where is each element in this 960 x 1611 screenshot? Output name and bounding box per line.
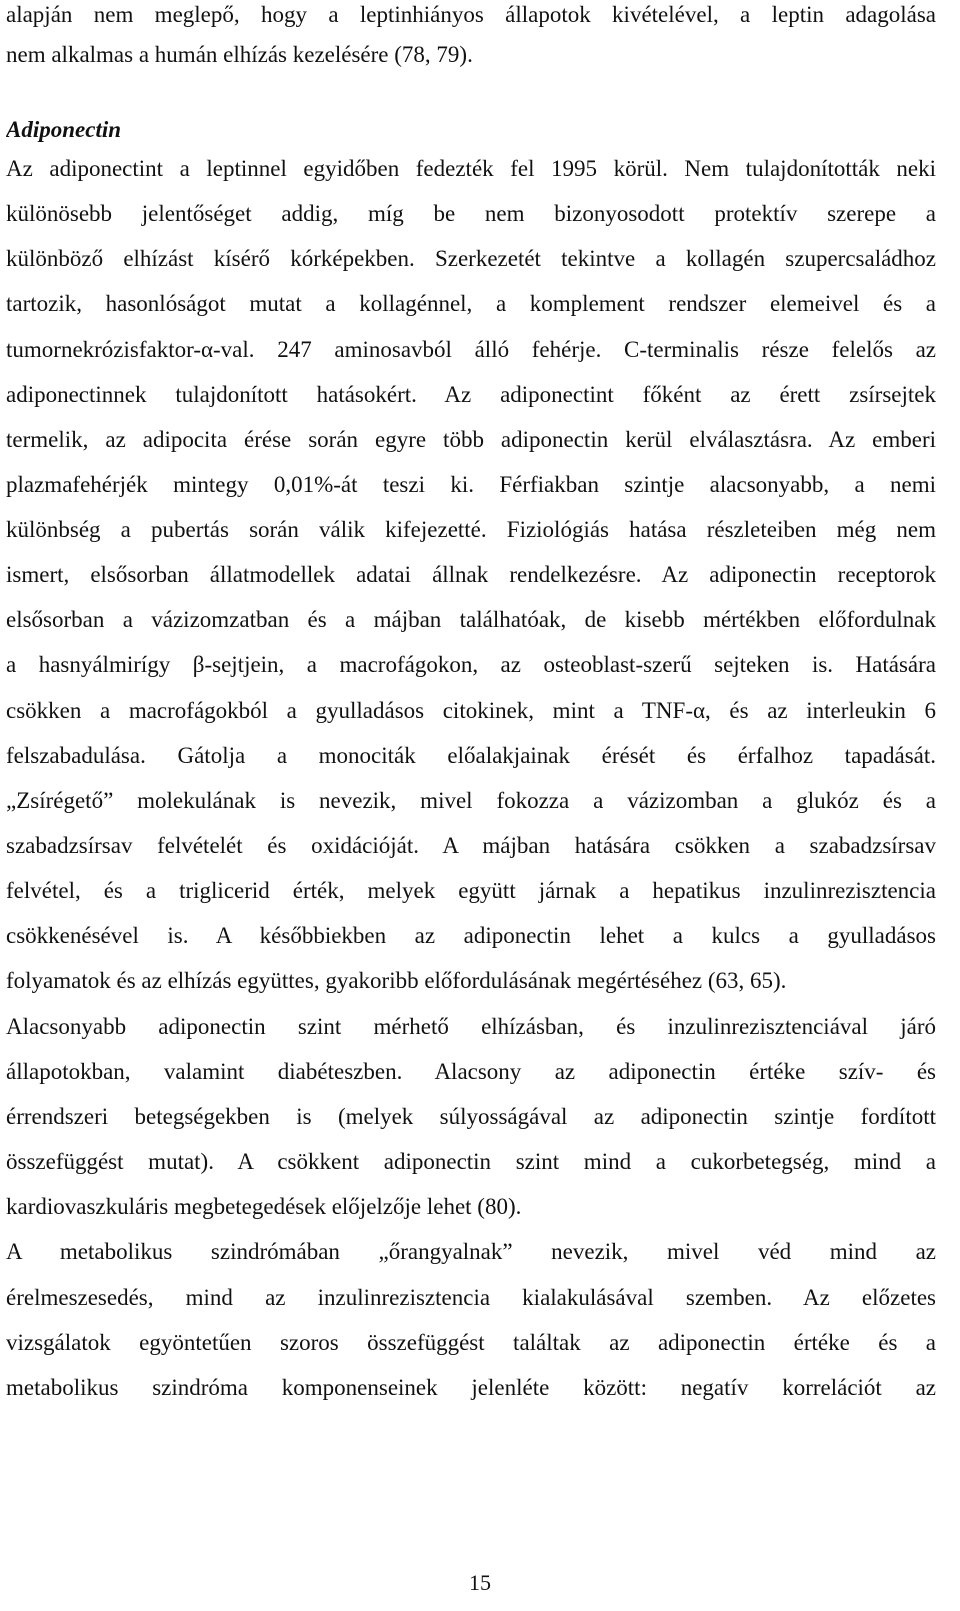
text-line: különböző elhízást kísérő kórképekben. Szerkezetét tekintve a kollagén szupercsaládhoz [6,246,936,271]
text-line: ismert, elsősorban állatmodellek adatai állnak rendelkezésre. Az adiponectin receptorok [6,562,936,587]
text-line: tartozik, hasonlóságot mutat a kollagénnel, a komplement rendszer elemeivel és a [6,291,936,316]
text-line: csökkenésével is. A későbbiekben az adiponectin lehet a kulcs a gyulladásos [6,923,936,948]
text-line: felszabadulása. Gátolja a monociták előalakjainak érését és érfalhoz tapadását. [6,743,936,768]
text-line: alapján nem meglepő, hogy a leptinhiányos állapotok kivételével, a leptin adagolása [6,2,936,27]
text-line: metabolikus szindróma komponenseinek jelenléte között: negatív korrelációt az [6,1375,936,1400]
text-line: különbség a pubertás során válik kifejezetté. Fiziológiás hatása részleteiben még nem [6,517,936,542]
text-line: a hasnyálmirígy β-sejtjein, a macrofágokon, az osteoblast-szerű sejteken is. Hatására [6,652,936,677]
text-line: vizsgálatok egyöntetűen szoros összefüggést találtak az adiponectin értéke és a [6,1330,936,1355]
text-line: csökken a macrofágokból a gyulladásos citokinek, mint a TNF-α, és az interleukin 6 [6,698,936,723]
text-line: állapotokban, valamint diabéteszben. Alacsony az adiponectin értéke szív- és [6,1059,936,1084]
text-line: különösebb jelentőséget addig, míg be nem bizonyosodott protektív szerepe a [6,201,936,226]
text-line: plazmafehérjék mintegy 0,01%-át teszi ki. Férfiakban szintje alacsonyabb, a nemi [6,472,936,497]
text-line: összefüggést mutat). A csökkent adiponectin szint mind a cukorbetegség, mind a [6,1149,936,1174]
text-line: „Zsírégető” molekulának is nevezik, mivel fokozza a vázizomban a glukóz és a [6,788,936,813]
text-line: érelmeszesedés, mind az inzulinrezisztencia kialakulásával szemben. Az előzetes [6,1285,936,1310]
section-heading: Adiponectin [6,117,122,142]
text-line: kardiovaszkuláris megbetegedések előjelzője lehet (80). [6,1194,522,1219]
text-line: elsősorban a vázizomzatban és a májban találhatóak, de kisebb mértékben előfordulnak [6,607,936,632]
page-number: 15 [469,1570,491,1595]
text-line: folyamatok és az elhízás együttes, gyakoribb előfordulásának megértéséhez (63, 65). [6,968,787,993]
text-line: Az adiponectint a leptinnel egyidőben fedezték fel 1995 körül. Nem tulajdonították neki [6,156,936,181]
text-line: szabadzsírsav felvételét és oxidációját. A májban hatására csökken a szabadzsírsav [6,833,936,858]
text-line: tumornekrózisfaktor-α-val. 247 aminosavból álló fehérje. C-terminalis része felelős az [6,337,936,362]
text-line: A metabolikus szindrómában „őrangyalnak” nevezik, mivel véd mind az [6,1239,936,1264]
text-line: Alacsonyabb adiponectin szint mérhető elhízásban, és inzulinrezisztenciával járó [6,1014,936,1039]
text-line: felvétel, és a triglicerid érték, melyek együtt járnak a hepatikus inzulinrezisztencia [6,878,936,903]
text-line: adiponectinnek tulajdonított hatásokért. Az adiponectint főként az érett zsírsejtek [6,382,936,407]
text-line: érrendszeri betegségekben is (melyek súlyosságával az adiponectin szintje fordított [6,1104,936,1129]
text-line: nem alkalmas a humán elhízás kezelésére (78, 79). [6,42,473,67]
text-line: termelik, az adipocita érése során egyre több adiponectin kerül elválasztásra. Az emberi [6,427,936,452]
